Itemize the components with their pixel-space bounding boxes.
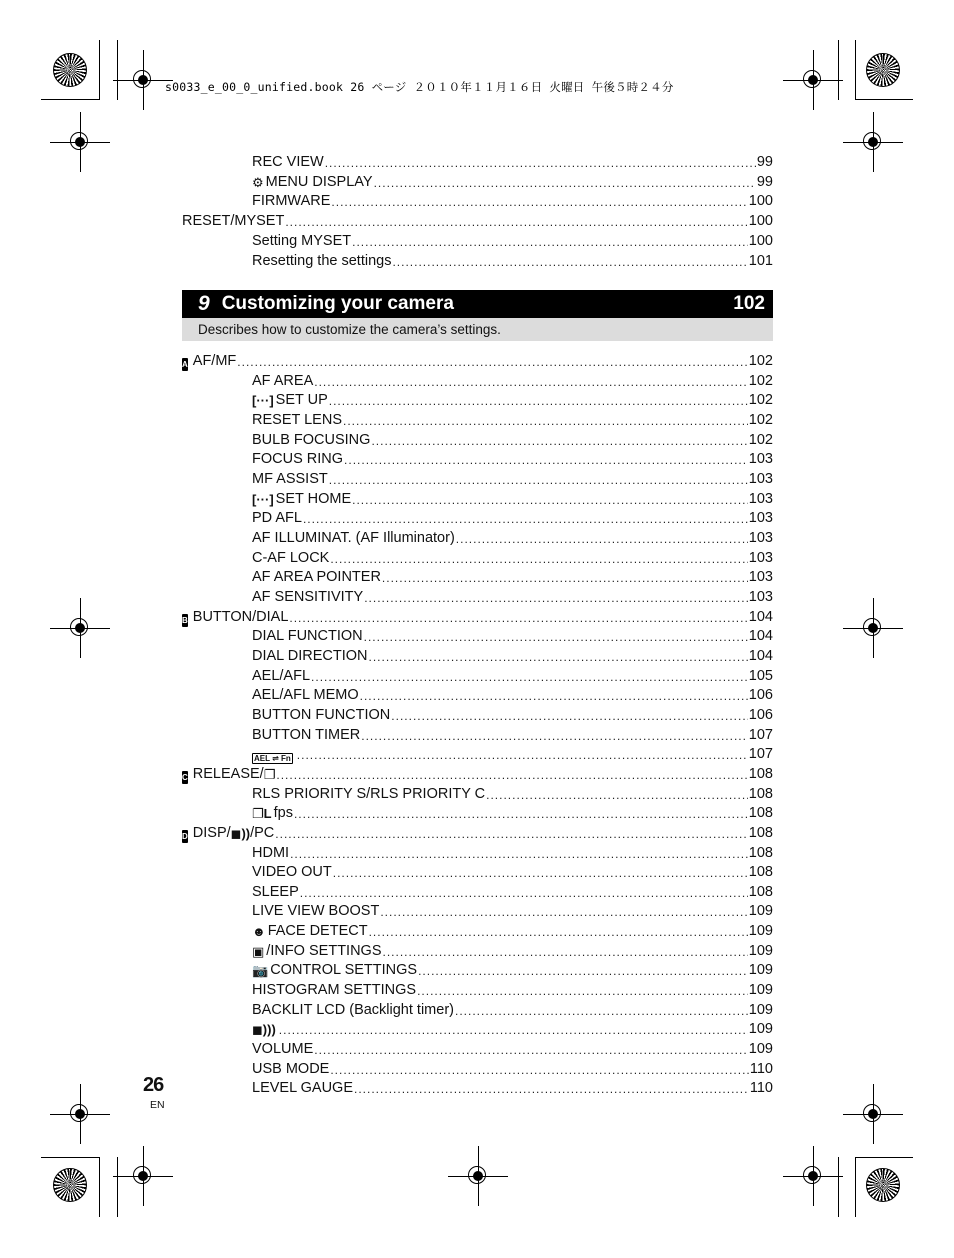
toc-leader-dots	[361, 728, 748, 745]
toc-leader-dots	[486, 787, 748, 804]
toc-entry-label: SET HOME	[275, 490, 352, 507]
toc-leader-dots	[382, 570, 748, 587]
toc-entry	[252, 588, 773, 607]
toc-entry-page: 100	[748, 213, 773, 230]
toc-entry	[252, 509, 773, 528]
toc-entry-label: AF SENSITIVITY	[252, 588, 364, 605]
toc-leader-dots	[352, 492, 748, 509]
toc-entry-label: fps	[273, 805, 293, 822]
toc-entry-label: SLEEP	[252, 883, 299, 900]
toc-entry	[252, 686, 773, 705]
toc-entry-label: LIVE VIEW BOOST	[252, 903, 380, 920]
toc-leader-dots	[368, 649, 747, 666]
toc-entry-page: 107	[748, 726, 773, 743]
toc-entry-page: 108	[748, 824, 773, 841]
toc-entry-label: DIAL DIRECTION	[252, 647, 368, 664]
toc-entry	[252, 232, 773, 251]
registration-mark	[857, 612, 889, 644]
toc-entry-page: 99	[756, 154, 773, 170]
toc-entry-label: Resetting the settings	[252, 252, 392, 269]
toc-entry-label: FACE DETECT	[267, 923, 368, 940]
toc-entry-label: SET UP	[275, 392, 328, 409]
face-detect-icon: ☻	[252, 924, 266, 940]
toc-entry-page: 104	[748, 628, 773, 645]
toc-entry	[252, 153, 773, 172]
toc-entry-page: 102	[748, 431, 773, 448]
toc-entry	[252, 922, 773, 941]
toc-entry	[252, 804, 773, 823]
toc-entry-page: 109	[748, 923, 773, 940]
toc-leader-dots	[311, 669, 748, 686]
toc-entry	[252, 961, 773, 980]
toc-entry-page: 110	[749, 1080, 773, 1097]
toc-leader-dots	[364, 590, 748, 607]
sequential-shooting-icon: ❐	[263, 766, 276, 782]
toc-entry	[252, 450, 773, 469]
toc-leader-dots	[380, 904, 747, 921]
toc-entry	[182, 608, 773, 627]
toc-leader-dots	[344, 452, 748, 469]
toc-entry	[182, 765, 773, 784]
toc-entry-page: 102	[748, 372, 773, 389]
toc-entry	[252, 1001, 773, 1020]
registration-star-bottom-right	[866, 1168, 900, 1202]
toc-entry	[252, 844, 773, 863]
toc-entry-label: AEL/AFL	[252, 667, 311, 684]
toc-entry	[252, 726, 773, 745]
toc-entry-label: DISP/	[192, 824, 231, 841]
toc-leader-dots	[285, 214, 747, 231]
toc-leader-dots	[343, 413, 748, 430]
toc-entry-page: 108	[748, 844, 773, 861]
toc-leader-dots	[294, 806, 748, 823]
toc-entry-page: 109	[748, 942, 773, 959]
print-header: s0033_e_00_0_unified.book 26 ページ ２０１０年１１月１６日 火曜日 午後５時２４分	[165, 80, 674, 94]
toc-entry-page: 108	[748, 864, 773, 881]
toc-entry-page: 101	[748, 252, 773, 269]
toc-entry	[252, 391, 773, 410]
toc-entry-label: BACKLIT LCD (Backlight timer)	[252, 1001, 454, 1018]
camera-icon: 📷	[252, 963, 269, 979]
toc-entry-page: 106	[748, 687, 773, 704]
toc-entry-label: RESET/MYSET	[182, 213, 285, 230]
toc-entry	[252, 1079, 773, 1098]
toc-entry	[252, 529, 773, 548]
toc-leader-dots	[297, 747, 748, 764]
toc-entry-label: AF/MF	[192, 353, 237, 369]
registration-mark	[857, 1098, 889, 1130]
toc-entry-label: REC VIEW	[252, 154, 324, 170]
sequential-low-icon: ❐L	[252, 806, 272, 822]
toc-leader-dots	[330, 551, 747, 568]
ael-fn-swap-icon: AEL ⇌ Fn	[254, 754, 291, 764]
toc-entry-label: AF AREA	[252, 372, 314, 389]
toc-leader-dots	[329, 472, 748, 489]
toc-entry	[252, 1020, 773, 1039]
toc-leader-dots	[314, 374, 748, 391]
section-header-bar	[182, 290, 773, 318]
toc-entry-label: AF ILLUMINAT. (AF Illuminator)	[252, 529, 455, 546]
toc-entry-label: USB MODE	[252, 1060, 330, 1077]
toc-entry-page: 108	[748, 785, 773, 802]
toc-leader-dots	[383, 944, 748, 961]
toc-leader-dots	[354, 1081, 749, 1098]
toc-entry	[252, 647, 773, 666]
section-title: Customizing your camera	[221, 293, 454, 314]
toc-entry-label: LEVEL GAUGE	[252, 1080, 354, 1097]
toc-leader-dots	[275, 826, 748, 843]
toc-entry	[252, 902, 773, 921]
toc-entry-page: 110	[749, 1060, 773, 1077]
toc-entry	[252, 942, 773, 961]
toc-entry-page: 103	[748, 490, 773, 507]
toc-entry-label: C-AF LOCK	[252, 549, 330, 566]
toc-entry-label: RLS PRIORITY S/RLS PRIORITY C	[252, 785, 486, 802]
registration-mark	[64, 126, 96, 158]
registration-star-bottom-left	[53, 1168, 87, 1202]
toc-entry-label: FOCUS RING	[252, 451, 344, 468]
toc-entry-page: 106	[748, 706, 773, 723]
toc-entry	[252, 490, 773, 509]
registration-mark	[797, 1160, 829, 1192]
toc-entry-page: 109	[748, 1041, 773, 1058]
toc-entry-page: 103	[748, 569, 773, 586]
toc-entry	[252, 785, 773, 804]
toc-entry-label: VIDEO OUT	[252, 864, 332, 881]
custom-menu-d-icon: D	[182, 831, 188, 841]
toc-leader-dots	[364, 629, 748, 646]
toc-entry	[252, 173, 773, 192]
beep-icon: ◼)))	[252, 1022, 276, 1038]
registration-mark	[127, 64, 159, 96]
toc-entry-page: 103	[748, 588, 773, 605]
toc-leader-dots	[391, 708, 748, 725]
toc-entry	[252, 252, 773, 271]
toc-leader-dots	[325, 155, 756, 172]
toc-entry-page: 109	[748, 903, 773, 920]
toc-entry-label: BUTTON FUNCTION	[252, 706, 391, 723]
toc-entry-page: 105	[748, 667, 773, 684]
registration-star-top-left	[53, 53, 87, 87]
beep-icon: ◼))	[230, 825, 251, 841]
toc-entry-label: MENU DISPLAY	[265, 173, 373, 190]
toc-entry-label: MF ASSIST	[252, 470, 328, 487]
registration-star-top-right	[866, 53, 900, 87]
registration-mark	[64, 612, 96, 644]
custom-menu-a-icon: A	[182, 360, 188, 369]
toc-entry	[252, 192, 773, 211]
toc-leader-dots	[303, 511, 748, 528]
toc-entry-page: 102	[748, 392, 773, 409]
toc-entry-page: 104	[748, 608, 773, 625]
toc-leader-dots	[276, 767, 747, 784]
toc-entry	[252, 883, 773, 902]
toc-entry-label: RELEASE/	[192, 765, 264, 782]
registration-mark	[462, 1160, 494, 1192]
toc-leader-dots	[290, 846, 748, 863]
toc-entry	[252, 1040, 773, 1059]
toc-entry-label: HISTOGRAM SETTINGS	[252, 982, 417, 999]
section-number: 9	[198, 292, 210, 315]
playback-icon: ▣	[252, 943, 265, 959]
toc-leader-dots	[329, 393, 748, 410]
toc-entry-label-suffix: /PC	[250, 824, 275, 841]
toc-entry-label: BUTTON TIMER	[252, 726, 361, 743]
toc-entry-page: 103	[748, 510, 773, 527]
toc-entry	[252, 372, 773, 391]
toc-entry-label: Setting MYSET	[252, 232, 352, 249]
toc-entry-label: BULB FOCUSING	[252, 431, 371, 448]
toc-entry-page: 107	[748, 746, 773, 763]
toc-entry	[252, 1060, 773, 1079]
toc-entry	[252, 549, 773, 568]
toc-leader-dots	[289, 610, 747, 627]
toc-entry-label: VOLUME	[252, 1041, 314, 1058]
toc-entry-page: 108	[748, 805, 773, 822]
page-number: 26	[143, 1074, 164, 1096]
toc-entry-label: PD AFL	[252, 510, 302, 527]
toc-entry	[252, 411, 773, 430]
toc-entry-page: 103	[748, 470, 773, 487]
toc-entry-page: 108	[748, 883, 773, 900]
toc-leader-dots	[392, 254, 747, 271]
toc-entry-page: 109	[748, 1021, 773, 1038]
registration-mark	[127, 1160, 159, 1192]
section-description: Describes how to customize the camera’s settings.	[182, 318, 773, 341]
toc-leader-dots	[371, 433, 747, 450]
toc-entry-page: 104	[748, 647, 773, 664]
toc-entry	[182, 212, 773, 231]
toc-entry	[252, 568, 773, 587]
toc-entry	[252, 863, 773, 882]
toc-leader-dots	[360, 688, 748, 705]
section-page: 102	[733, 293, 765, 314]
custom-menu-b-icon: B	[182, 615, 188, 625]
toc-entry-label: RESET LENS	[252, 411, 342, 428]
toc-entry-page: 109	[748, 962, 773, 979]
toc-leader-dots	[331, 194, 747, 211]
toc-leader-dots	[279, 1022, 748, 1039]
af-target-icon: [···]	[252, 491, 274, 507]
toc-entry	[182, 824, 773, 843]
toc-leader-dots	[417, 983, 748, 1000]
toc-entry-label: AF AREA POINTER	[252, 569, 381, 586]
toc-entry-page: 108	[748, 765, 773, 782]
toc-entry-label: FIRMWARE	[252, 193, 331, 210]
toc-entry-page: 100	[748, 232, 773, 249]
toc-leader-dots	[418, 963, 748, 980]
toc-entry-label: /INFO SETTINGS	[266, 942, 382, 959]
registration-mark	[64, 1098, 96, 1130]
toc-leader-dots	[369, 924, 748, 941]
toc-entry	[182, 352, 773, 371]
toc-entry-page: 103	[748, 549, 773, 566]
toc-entry-page: 103	[748, 451, 773, 468]
page-language: EN	[150, 1099, 165, 1111]
gear-icon: ⚙	[252, 174, 264, 190]
toc-leader-dots	[455, 1003, 748, 1020]
toc-entry	[252, 745, 773, 764]
toc-entry	[252, 981, 773, 1000]
toc-entry-label: HDMI	[252, 844, 290, 861]
toc-entry-page: 100	[748, 193, 773, 210]
toc-leader-dots	[333, 865, 748, 882]
toc-entry	[252, 667, 773, 686]
toc-leader-dots	[352, 234, 748, 251]
toc-entry	[252, 431, 773, 450]
toc-entry	[252, 470, 773, 489]
toc-entry-label: BUTTON/DIAL	[192, 608, 289, 625]
toc-leader-dots	[374, 175, 756, 192]
custom-menu-c-icon: C	[182, 772, 188, 782]
toc-leader-dots	[314, 1042, 748, 1059]
toc-entry-label: CONTROL SETTINGS	[270, 962, 418, 979]
registration-mark	[797, 64, 829, 96]
toc-leader-dots	[456, 531, 748, 548]
toc-entry-label: DIAL FUNCTION	[252, 628, 363, 645]
toc-entry-page: 102	[748, 353, 773, 369]
toc-leader-dots	[237, 354, 748, 371]
toc-entry	[252, 627, 773, 646]
toc-leader-dots	[300, 885, 748, 902]
toc-entry-page: 103	[748, 529, 773, 546]
af-target-icon: [···]	[252, 393, 274, 409]
toc-entry-page: 102	[748, 411, 773, 428]
toc-entry	[252, 706, 773, 725]
toc-entry-page: 99	[756, 173, 773, 190]
registration-mark	[857, 126, 889, 158]
toc-leader-dots	[330, 1062, 749, 1079]
toc-entry-page: 109	[748, 982, 773, 999]
toc-entry-page: 109	[748, 1001, 773, 1018]
toc-entry-label: AEL/AFL MEMO	[252, 687, 359, 704]
